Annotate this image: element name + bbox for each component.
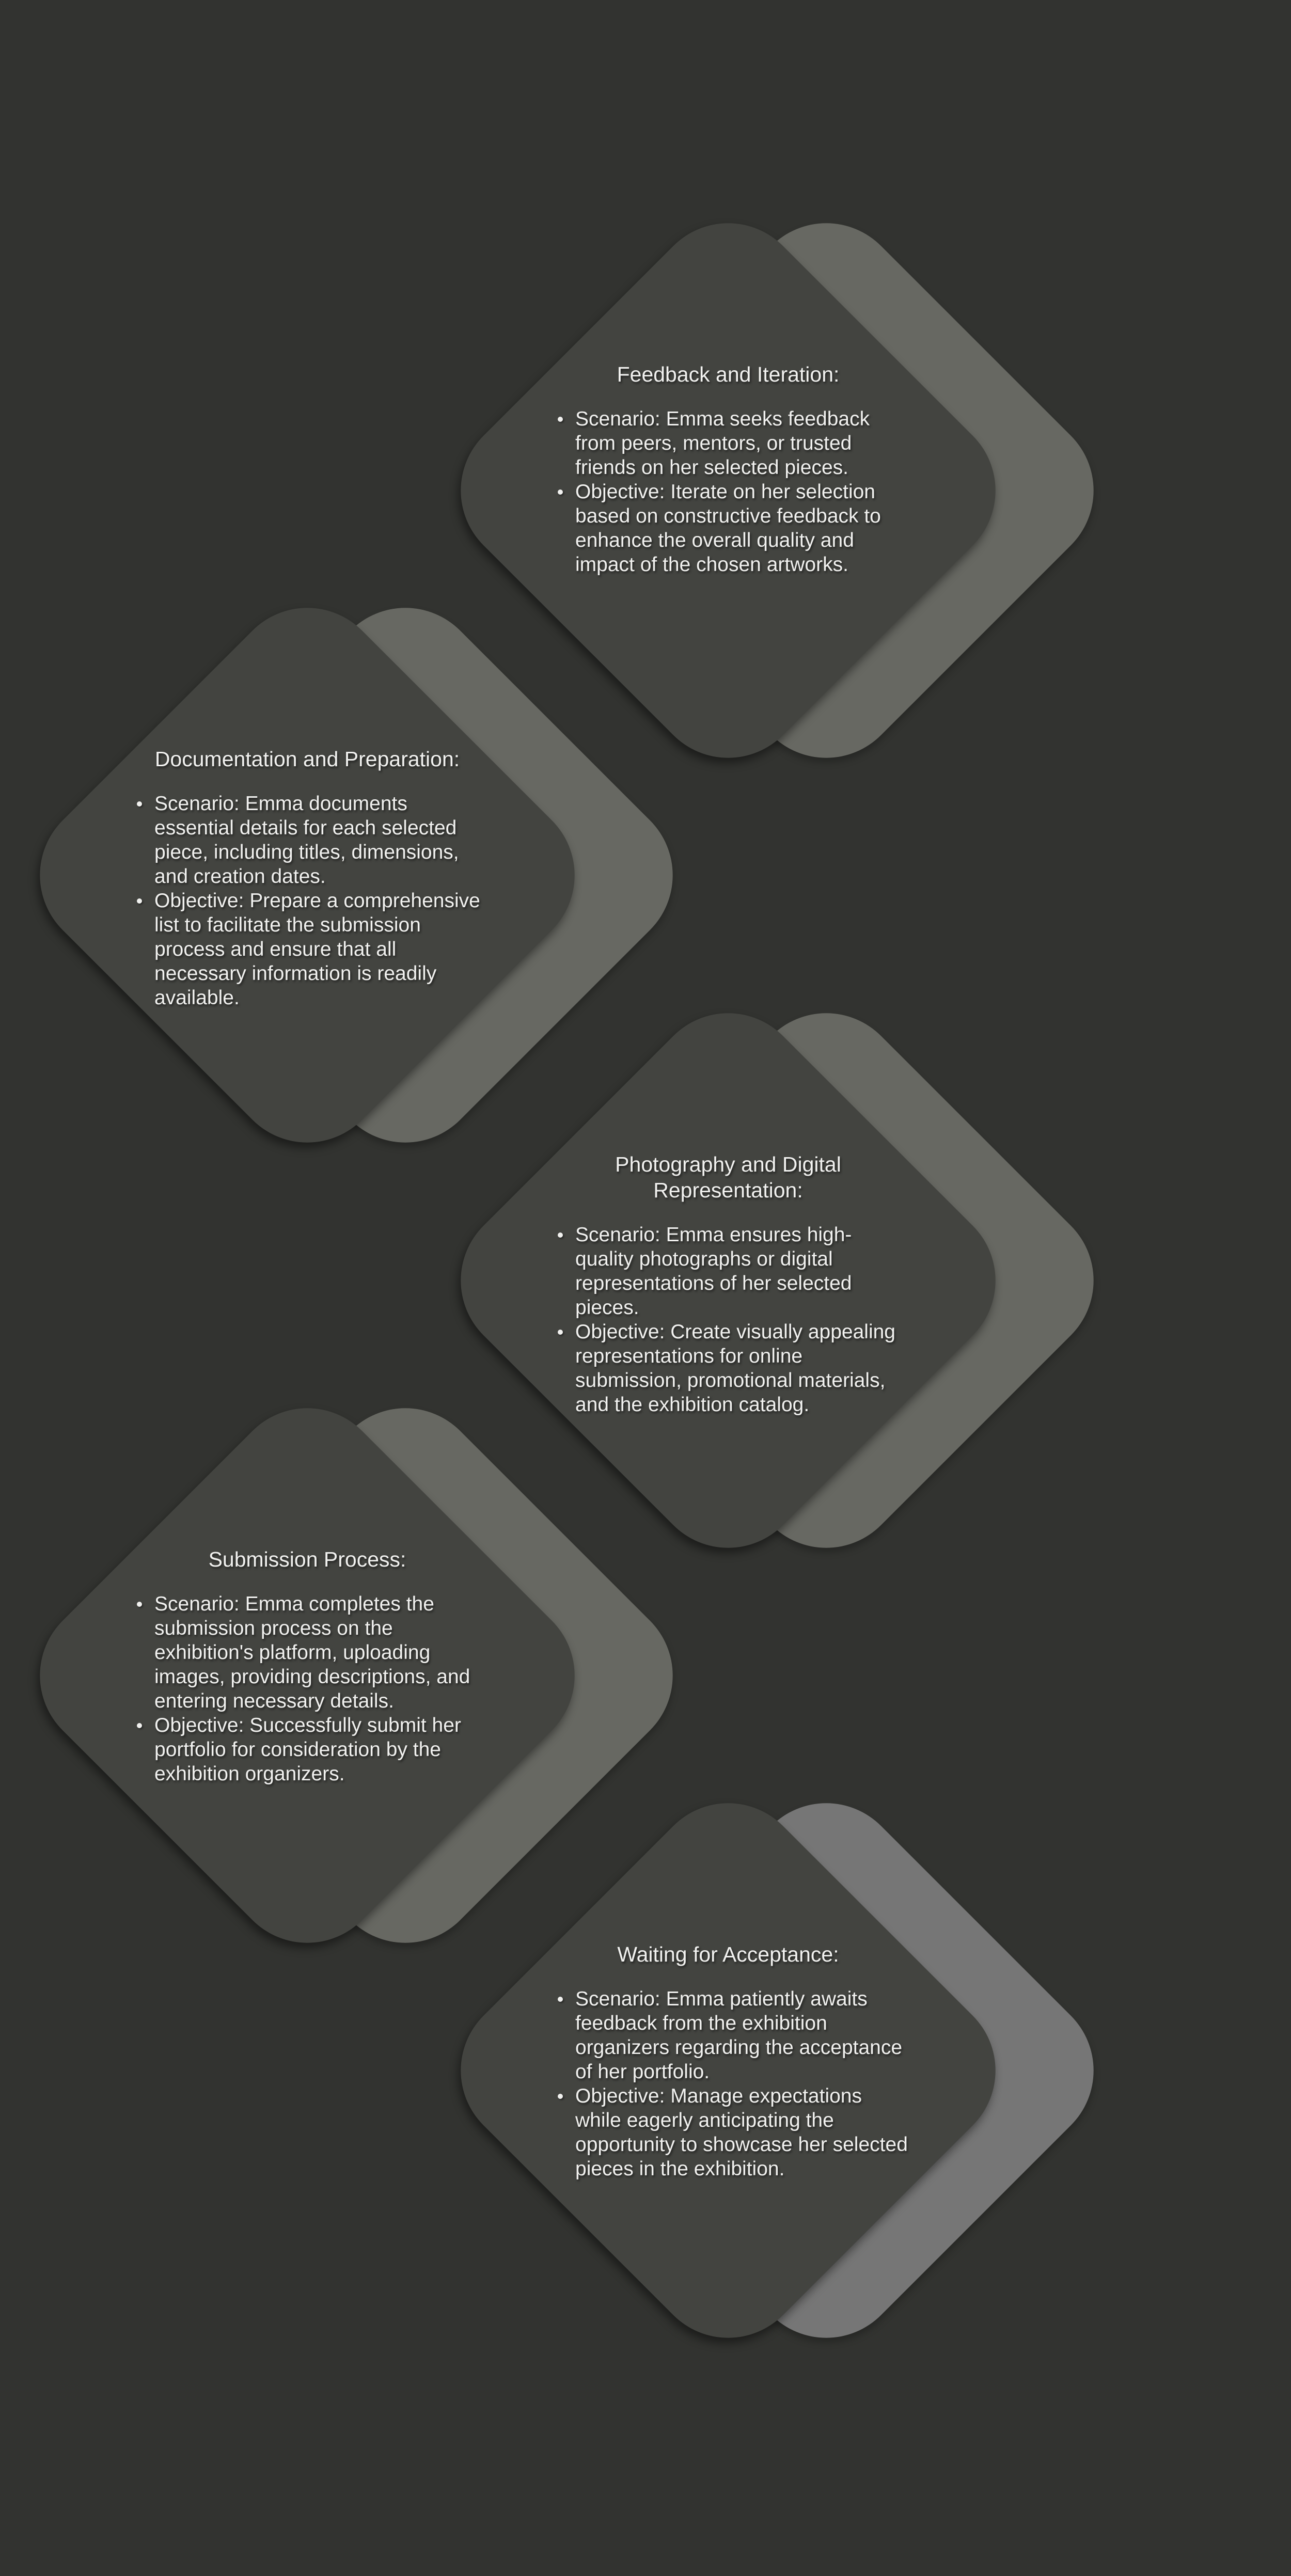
card-content (127, 746, 488, 1010)
step-title: Feedback and Iteration: (617, 362, 840, 386)
step-card-waiting (465, 1781, 1142, 2360)
step-title: Documentation and Preparation: (154, 747, 460, 771)
card-content (547, 1151, 909, 1417)
card-content (547, 361, 909, 577)
step-scenario: Scenario: Emma completes the submission process on the exhibition's platform, uploading images, providing descriptions, and entering necessary details. (127, 1592, 488, 1713)
step-scenario: Scenario: Emma seeks feedback from peers, mentors, or trusted friends on her selected pieces. (547, 407, 909, 480)
card-content (127, 1546, 488, 1786)
step-scenario: Scenario: Emma ensures high-quality photographs or digital representations of her selected pieces. (547, 1223, 909, 1320)
step-title: Waiting for Acceptance: (617, 1942, 839, 1966)
step-bullet-list (547, 1987, 909, 2181)
step-title: Photography and Digital Representation: (615, 1152, 841, 1202)
step-objective: Objective: Successfully submit her portfolio for consideration by the exhibition organizers. (127, 1713, 488, 1786)
step-scenario: Scenario: Emma patiently awaits feedback from the exhibition organizers regarding the acceptance of her portfolio. (547, 1987, 909, 2084)
step-scenario: Scenario: Emma documents essential details for each selected piece, including titles, dimensions, and creation dates. (127, 792, 488, 889)
step-objective: Objective: Manage expectations while eagerly anticipating the opportunity to showcase her selected pieces in the exhibition. (547, 2084, 909, 2181)
step-objective: Objective: Prepare a comprehensive list to facilitate the submission process and ensure that all necessary information is readily available. (127, 889, 488, 1010)
step-objective: Objective: Iterate on her selection based on constructive feedback to enhance the overall quality and impact of the chosen artworks. (547, 480, 909, 577)
step-bullet-list (127, 1592, 488, 1786)
step-title: Submission Process: (208, 1547, 406, 1571)
card-content (547, 1941, 909, 2181)
step-bullet-list (127, 792, 488, 1010)
step-bullet-list (547, 407, 909, 577)
step-objective: Objective: Create visually appealing representations for online submission, promotional materials, and the exhibition catalog. (547, 1320, 909, 1417)
